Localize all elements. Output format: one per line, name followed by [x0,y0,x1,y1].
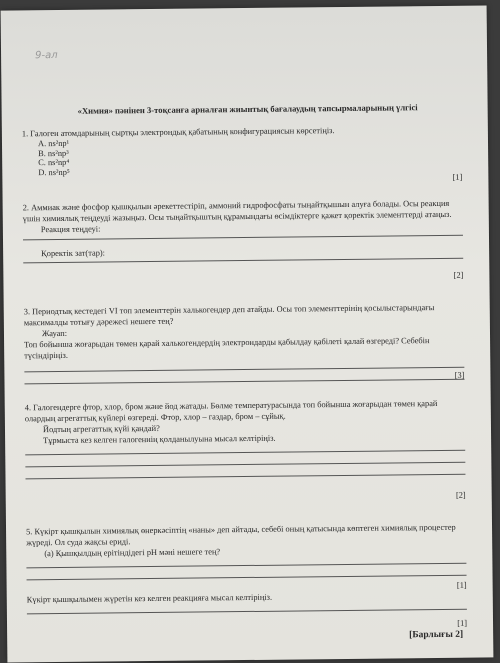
answer-line[interactable] [27,575,467,581]
answer-line[interactable] [24,367,464,373]
option-a: A. ns²np¹ [37,138,70,149]
answer-line[interactable] [23,235,463,241]
reaction-equation-label: Реакция теңдеуі: [40,224,101,235]
ph-question-label: (а) Қышқылдың ерітіндідегі pH мәні нешеге тең? [44,547,221,559]
question-3 [24,302,465,385]
answer-line[interactable] [26,563,466,569]
option-c: C. ns²np⁴ [38,157,70,168]
question-5 [26,522,468,628]
question-5-text: 5. Күкірт қышқылын химиялық өнеркәсіптің «наны» деп айтады, себебі оның қатысында көптеген химиялық процестер жүреді. Ол суда жақсы ериді. [26,522,456,548]
answer-line[interactable] [25,379,465,385]
iodine-state-label: Йодтың агрегаттық күйі қандай? [42,423,160,435]
answer-line[interactable] [25,474,465,480]
question-2-points: [2] [453,270,464,280]
question-1 [21,124,463,182]
option-b: B. ns²np³ [38,148,69,158]
question-4-text: 4. Галогендерге фтор, хлор, бром және йод жатады. Бөлме температурасында топ бойынша жоғарыдан төмен қарай олардың агрегаттық күйлері өзгереді. Фтор, хлор – газдар, бром – сұйық. [24,399,438,424]
question-1-text: 1. Галоген атомдарының сыртқы электрондық қабатының конфигурациясын көрсетіңіз. [21,126,335,139]
halogen-use-label: Тұрмыста кез келген галогеннің қолданылуына мысал келтіріңіз. [43,433,276,446]
option-d: D. ns²np⁵ [38,167,70,177]
question-3-points: [3] [454,370,465,380]
nutrients-label: Қоректік зат(тар): [41,248,106,259]
question-4-points: [2] [455,490,466,500]
answer-line[interactable] [25,462,465,468]
question-3-text: 3. Периодтық кестедегі VI топ элементтерін халькогендер деп атайды. Осы топ элементтерінің қосылыстарындағы максималды тотығу дәрежесі нешеге тең? [23,303,435,328]
exam-sheet [1,5,494,662]
reaction-example-label: Күкірт қышқылымен жүретін кез келген реакцияға мысал келтіріңіз. [26,592,273,605]
question-3-text-2: Топ бойынша жоғарыдан төмен қарай халькогендердің электрондарды қабылдау қабілеті қалай өзгереді? Себебін түсіндіріңіз. [24,336,430,361]
total-score: [Барлығы 2] [409,629,464,641]
question-4 [24,398,466,500]
answer-line[interactable] [25,450,465,456]
question-2 [22,198,464,280]
answer-label: Жауап: [41,328,68,339]
question-1-points: [1] [452,172,463,182]
question-5a-points: [1] [456,580,467,590]
page-title: «Химия» пәнінен 3-тоқсанға арналған жиынтық бағалаудың тапсырмаларының үлгісі [77,102,418,116]
answer-line[interactable] [27,609,467,615]
handwritten-note: 9-ал [35,49,58,62]
question-1-options [38,135,462,177]
question-2-text: 2. Аммиак және фосфор қышқылын әрекеттестіріп, аммоний гидрофосфаты тыңайтқышын алуға болады. Осы реакция үшін химиялық теңдеуді жазыңыз. Осы тыңайтқыштың құрамындағы өсімдіктерге қажет қоректік элементтерді атаңыз. [22,198,452,224]
question-5b-points: [1] [457,618,468,628]
